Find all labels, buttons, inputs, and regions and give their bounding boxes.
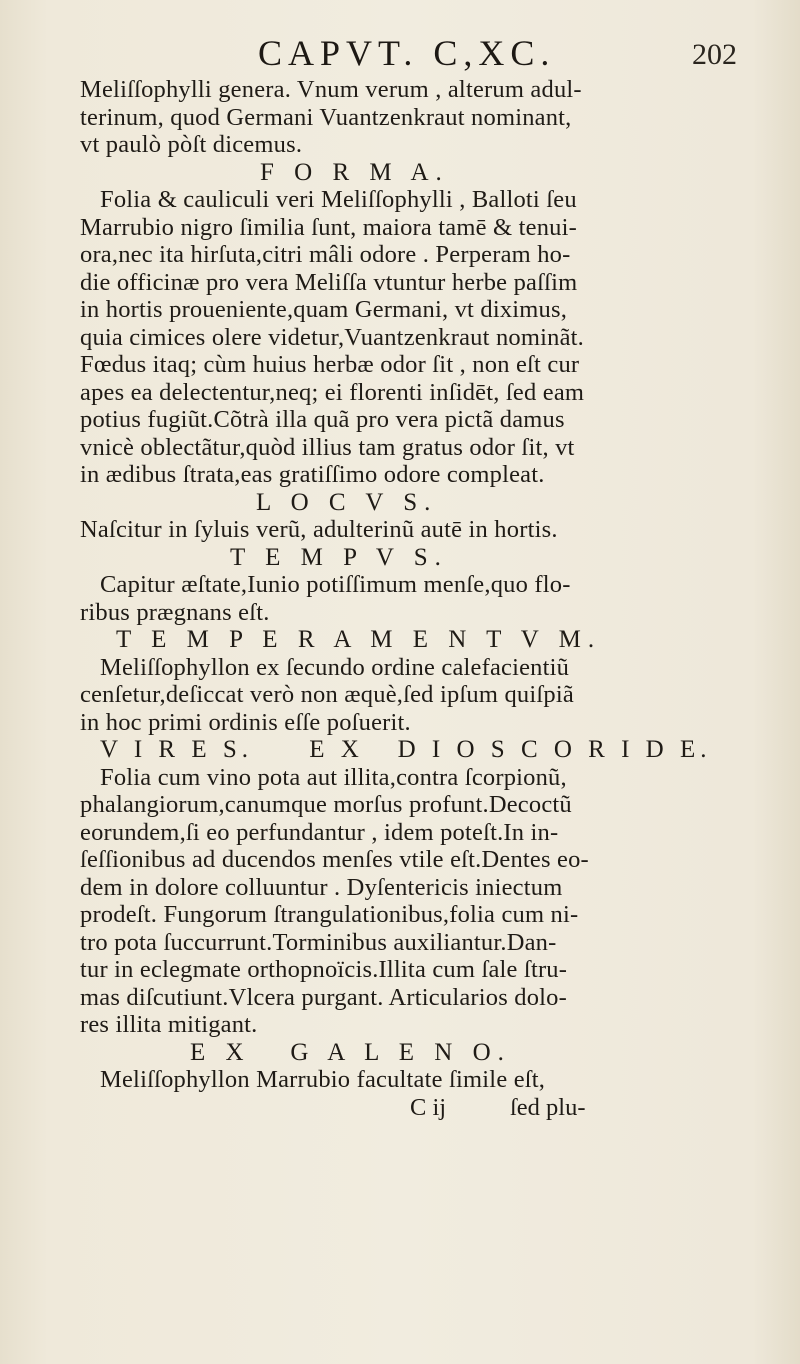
blank-lower-page	[0, 900, 800, 1364]
body-line: in hortis proueniente,quam Germani, vt diximus,	[80, 296, 568, 323]
body-line: res illita mitigant.	[80, 1011, 258, 1038]
body-line: Meliſſophyllon ex ſecundo ordine calefacientiũ	[100, 653, 570, 681]
body-line: die officinæ pro vera Meliſſa vtuntur herbe paſſim	[80, 268, 578, 296]
body-line: Folia & cauliculi veri Meliſſophylli , Balloti ſeu	[100, 186, 577, 213]
body-line: potius fugiũt.Cõtrà illa quã pro vera pictã damus	[80, 406, 565, 433]
section-heading-tempus: T E M P V S.	[230, 543, 448, 571]
section-heading-temperamentum: T E M P E R A M E N T V M.	[116, 626, 602, 653]
section-heading-forma: F O R M A.	[260, 158, 449, 186]
section-heading-galeno: E X G A L E N O.	[190, 1038, 511, 1066]
running-head: CAPVT. C,XC.	[258, 33, 556, 73]
body-line: Capitur æſtate,Iunio potiſſimum menſe,quo flo-	[100, 571, 571, 598]
body-line: phalangiorum,canumque morſus profunt.Decoctũ	[80, 791, 572, 818]
body-line: in hoc primi ordinis eſſe poſuerit.	[80, 708, 411, 736]
body-line: apes ea delectentur,neq; ei florenti inſidēt, ſed eam	[80, 378, 585, 406]
body-line: tro pota ſuccurrunt.Torminibus auxiliantur.Dan-	[80, 928, 557, 956]
body-line: vt paulò pòſt dicemus.	[80, 131, 303, 158]
body-line: ribus prægnans eſt.	[80, 598, 270, 626]
body-line: tur in eclegmate orthopnoïcis.Illita cum ſale ſtru-	[80, 956, 568, 983]
body-line: Marrubio nigro ſimilia ſunt, maiora tamē & tenui-	[80, 213, 577, 241]
body-line: prodeſt. Fungorum ſtrangulationibus,folia cum ni-	[80, 901, 579, 928]
section-heading-locus: L O C V S.	[256, 488, 438, 516]
signature-mark: C ij	[410, 1093, 447, 1121]
body-line: in ædibus ſtrata,eas gratiſſimo odore compleat.	[80, 461, 545, 488]
body-line: Meliſſophyllon Marrubio facultate ſimile eſt,	[100, 1066, 546, 1093]
body-line: Naſcitur in ſyluis verũ, adulterinũ autē in hortis.	[80, 516, 558, 543]
body-line: Folia cum vino pota aut illita,contra ſcorpionũ,	[100, 763, 567, 791]
page-number: 202	[692, 38, 737, 71]
body-line: cenſetur,deſiccat verò non æquè,ſed ipſum quiſpiã	[80, 681, 574, 708]
body-line: quia cimices olere videtur,Vuantzenkraut nominãt.	[80, 323, 584, 351]
body-line: dem in dolore colluuntur . Dyſentericis iniectum	[80, 873, 563, 901]
body-line: ſeſſionibus ad ducendos menſes vtile eſt.Dentes eo-	[80, 846, 589, 873]
body-line: Meliſſophylli genera. Vnum verum , alterum adul-	[80, 76, 582, 103]
body-line: terinum, quod Germani Vuantzenkraut nominant,	[80, 103, 572, 131]
section-heading-vires: V I R E S. E X D I O S C O R I D E.	[100, 736, 712, 763]
catchword: ſed plu-	[510, 1093, 586, 1121]
body-line: vnicè oblectãtur,quòd illius tam gratus odor ſit, vt	[80, 433, 575, 461]
body-line: mas diſcutiunt.Vlcera purgant. Articularios dolo-	[80, 983, 567, 1011]
page-header	[0, 28, 800, 78]
body-line: ora,nec ita hirſuta,citri mâli odore . Perperam ho-	[80, 241, 571, 268]
body-line: eorundem,ſi eo perfundantur , idem poteſt.In in-	[80, 818, 559, 846]
body-line: Fœdus itaq; cùm huius herbæ odor ſit , non eſt cur	[80, 351, 580, 378]
